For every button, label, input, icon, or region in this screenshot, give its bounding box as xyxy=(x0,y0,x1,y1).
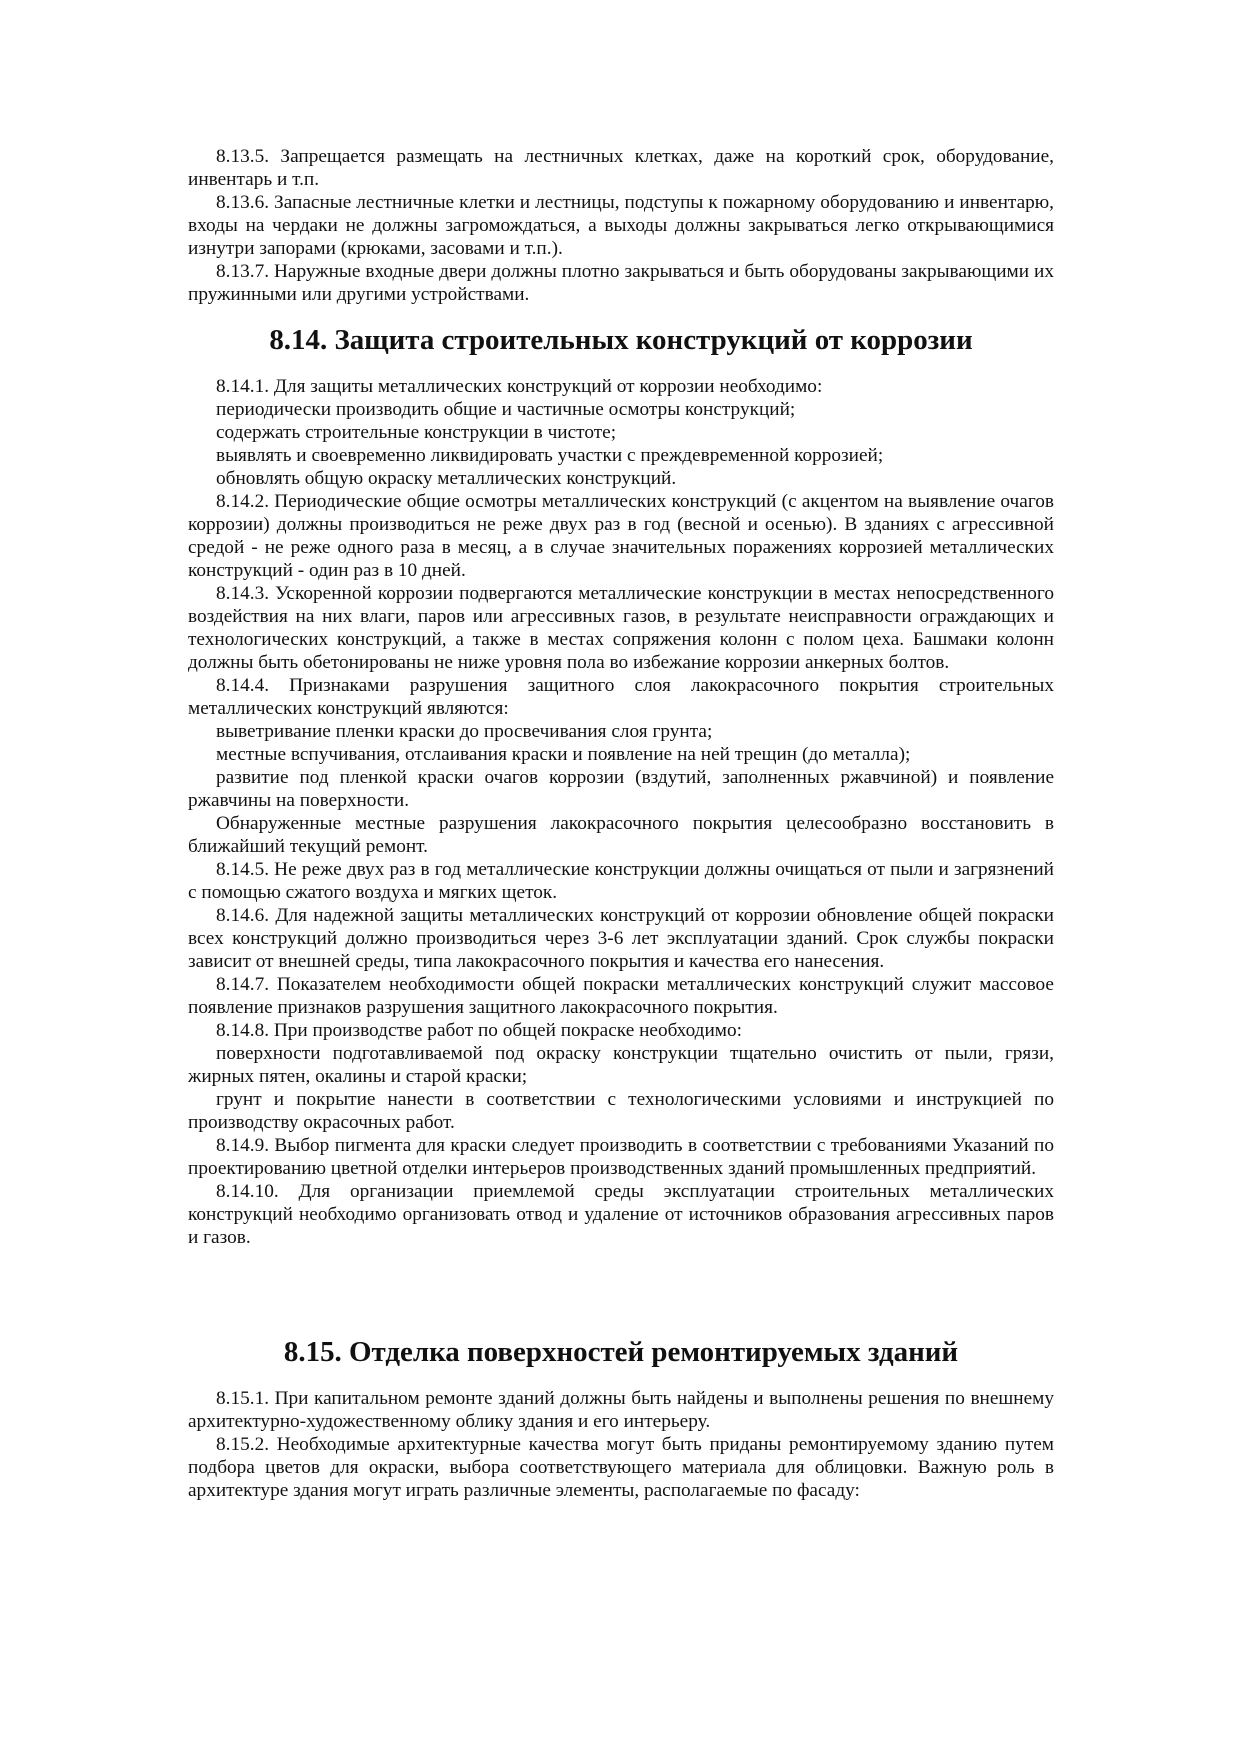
paragraph-8-14-4: 8.14.4. Признаками разрушения защитного слоя лакокрасочного покрытия строительных металлических конструкций являются: xyxy=(188,675,1054,719)
paragraph-8-13-5: 8.13.5. Запрещается размещать на лестничных клетках, даже на короткий срок, оборудование, инвентарь и т.п. xyxy=(188,146,1054,190)
list-item: периодически производить общие и частичные осмотры конструкций; xyxy=(216,399,796,420)
section-heading-8-15: 8.15. Отделка поверхностей ремонтируемых зданий xyxy=(283,1336,959,1368)
document-page xyxy=(188,145,1054,1502)
list-item: местные вспучивания, отслаивания краски и появление на ней трещин (до металла); xyxy=(216,744,911,765)
paragraph-8-13-6: 8.13.6. Запасные лестничные клетки и лестницы, подступы к пожарному оборудованию и инвентарю, входы на чердаки не должны загромождаться, а выходы должны закрываться легко открывающимися изнутри запорами (крюками, засовами и т.п.). xyxy=(188,192,1054,259)
paragraph-8-14-1: 8.14.1. Для защиты металлических конструкций от коррозии необходимо: xyxy=(216,376,823,397)
list-item: содержать строительные конструкции в чистоте; xyxy=(216,422,617,443)
list-item: развитие под пленкой краски очагов коррозии (вздутий, заполненных ржавчиной) и появление ржавчины на поверхности. xyxy=(188,767,1054,811)
list-item: выветривание пленки краски до просвечивания слоя грунта; xyxy=(216,721,713,742)
paragraph-8-14-7: 8.14.7. Показателем необходимости общей покраски металлических конструкций служит массовое появление признаков разрушения защитного лакокрасочного покрытия. xyxy=(188,974,1054,1018)
paragraph-8-14-5: 8.14.5. Не реже двух раз в год металлические конструкции должны очищаться от пыли и загрязнений с помощью сжатого воздуха и мягких щеток. xyxy=(188,859,1054,903)
section-heading-8-14: 8.14. Защита строительных конструкций от коррозии xyxy=(269,324,973,356)
paragraph-8-14-3: 8.14.3. Ускоренной коррозии подвергаются металлические конструкции в местах непосредственного воздействия на них влаги, паров или агрессивных газов, в результате неисправности ограждающих и технологических конструкций, а также в местах сопряжения колонн с полом цеха. Башмаки колонн должны быть обетонированы не ниже уровня пола во избежание коррозии анкерных болтов. xyxy=(188,583,1054,673)
list-item: поверхности подготавливаемой под окраску конструкции тщательно очистить от пыли, грязи, жирных пятен, окалины и старой краски; xyxy=(188,1043,1054,1087)
list-item: выявлять и своевременно ликвидировать участки с преждевременной коррозией; xyxy=(216,445,884,466)
paragraph-8-15-2: 8.15.2. Необходимые архитектурные качества могут быть приданы ремонтируемому зданию путем подбора цветов для окраски, выбора соответствующего материала для облицовки. Важную роль в архитектуре здания могут играть различные элементы, располагаемые по фасаду: xyxy=(188,1434,1054,1501)
paragraph-8-14-2: 8.14.2. Периодические общие осмотры металлических конструкций (с акцентом на выявление очагов коррозии) должны производиться не реже двух раз в год (весной и осенью). В зданиях с агрессивной средой - не реже одного раза в месяц, а в случае значительных поражениях коррозией металлических конструкций - один раз в 10 дней. xyxy=(188,491,1054,581)
paragraph-8-13-7: 8.13.7. Наружные входные двери должны плотно закрываться и быть оборудованы закрывающими их пружинными или другими устройствами. xyxy=(188,261,1054,305)
list-item: обновлять общую окраску металлических конструкций. xyxy=(216,468,677,489)
paragraph-8-15-1: 8.15.1. При капитальном ремонте зданий должны быть найдены и выполнены решения по внешнему архитектурно-художественному облику здания и его интерьеру. xyxy=(188,1388,1054,1432)
paragraph-8-14-10: 8.14.10. Для организации приемлемой среды эксплуатации строительных металлических конструкций необходимо организовать отвод и удаление от источников образования агрессивных паров и газов. xyxy=(188,1181,1054,1248)
paragraph-8-14-6: 8.14.6. Для надежной защиты металлических конструкций от коррозии обновление общей покраски всех конструкций должно производиться через 3-6 лет эксплуатации зданий. Срок службы покраски зависит от внешней среды, типа лакокрасочного покрытия и качества его нанесения. xyxy=(188,905,1054,972)
paragraph-8-14-8: 8.14.8. При производстве работ по общей покраске необходимо: xyxy=(216,1020,742,1041)
list-item: грунт и покрытие нанести в соответствии с технологическими условиями и инструкцией по производству окрасочных работ. xyxy=(188,1089,1054,1133)
paragraph-8-14-9: 8.14.9. Выбор пигмента для краски следует производить в соответствии с требованиями Указаний по проектированию цветной отделки интерьеров производственных зданий промышленных предприятий. xyxy=(188,1135,1054,1179)
paragraph-text: Обнаруженные местные разрушения лакокрасочного покрытия целесообразно восстановить в ближайший текущий ремонт. xyxy=(188,813,1054,857)
